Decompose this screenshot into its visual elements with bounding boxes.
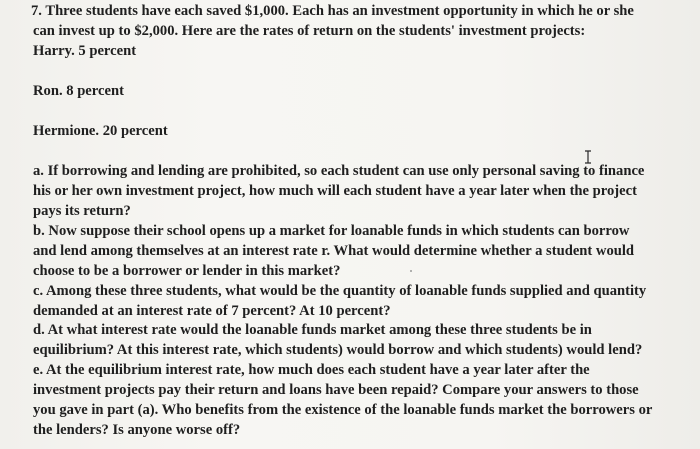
part-c-line-2: demanded at an interest rate of 7 percent? At 10 percent?: [33, 303, 391, 319]
part-b-line-3: choose to be a borrower or lender in this market?: [33, 263, 341, 279]
part-e-line-4: the lenders? Is anyone worse off?: [33, 422, 241, 438]
part-a-line-2: his or her own investment project, how much will each student have a year later when the project: [33, 183, 637, 199]
hermione-rate: Hermione. 20 percent: [33, 123, 168, 139]
part-d-line-2: equilibrium? At this interest rate, which students) would borrow and which students) would lend?: [33, 342, 643, 358]
text-cursor-icon: [583, 150, 593, 164]
speck: [410, 270, 412, 272]
harry-rate: Harry. 5 percent: [33, 43, 137, 59]
part-b-line-2: and lend among themselves at an interest rate r. What would determine whether a student would: [33, 243, 635, 259]
part-b-line-1: b. Now suppose their school opens up a market for loanable funds in which students can borrow: [33, 223, 630, 239]
part-e-line-3: you gave in part (a). Who benefits from the existence of the loanable funds market the borrowers or: [33, 402, 653, 418]
part-e-line-1: e. At the equilibrium interest rate, how much does each student have a year later after the: [33, 362, 590, 378]
part-a-line-1: a. If borrowing and lending are prohibited, so each student can use only personal saving to finance: [33, 163, 645, 179]
part-d-line-1: d. At what interest rate would the loanable funds market among these three students be in: [33, 322, 592, 338]
ron-rate: Ron. 8 percent: [33, 83, 124, 99]
intro-line-2: can invest up to $2,000. Here are the rates of return on the students' investment projects:: [33, 23, 586, 39]
part-a-line-3: pays its return?: [33, 203, 131, 219]
part-c-line-1: c. Among these three students, what would be the quantity of loanable funds supplied and quantity: [33, 283, 647, 299]
part-e-line-2: investment projects pay their return and loans have been repaid? Compare your answers to those: [33, 382, 639, 398]
intro-line-1: 7. Three students have each saved $1,000. Each has an investment opportunity in which he or she: [31, 3, 634, 19]
